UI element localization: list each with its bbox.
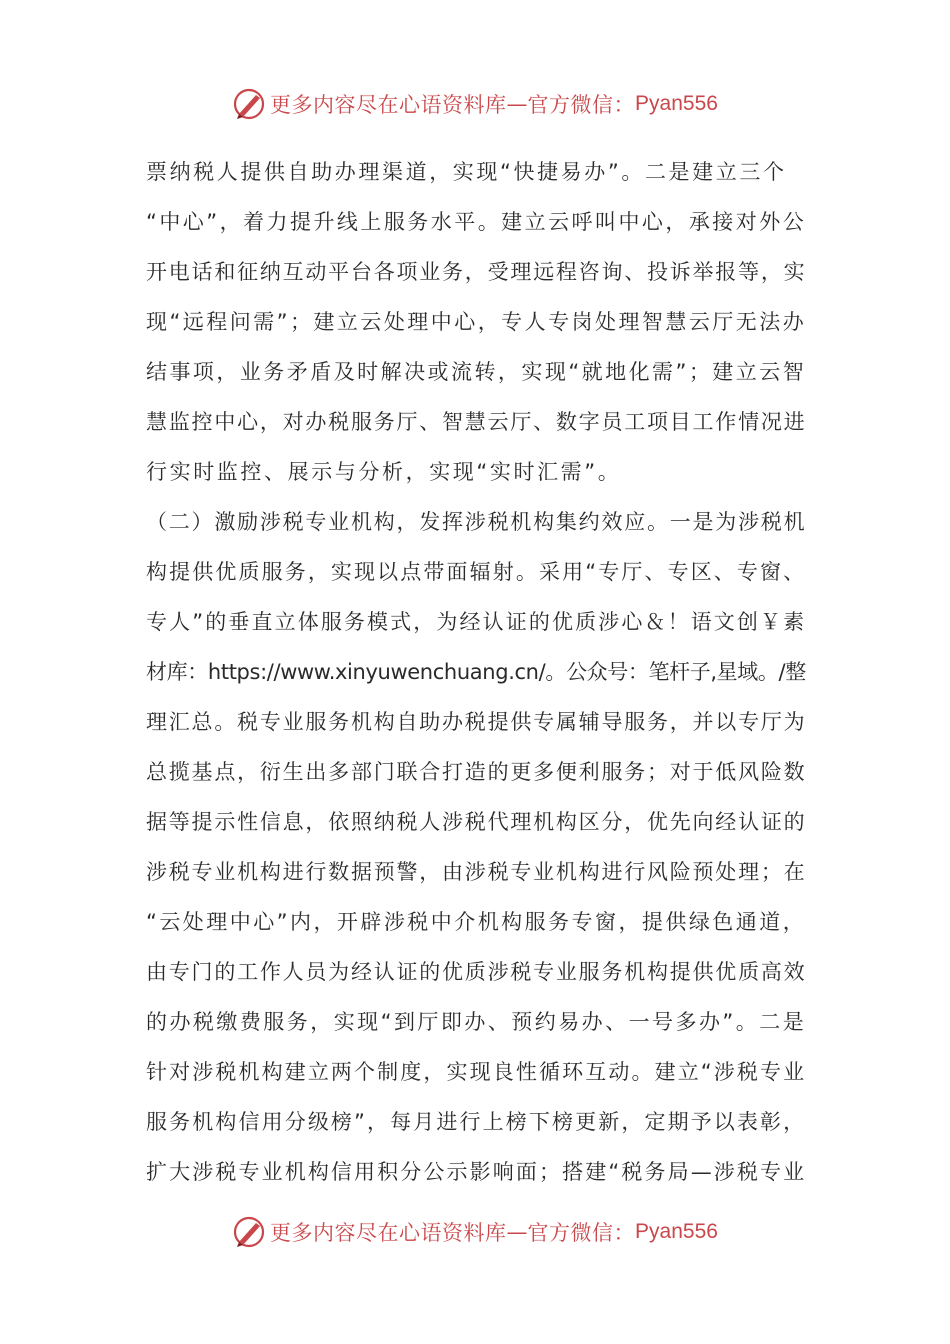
text-line: 构提供优质服务，实现以点带面辐射。采用“专厅、专区、专窗、 — [146, 560, 807, 584]
watermark-separator: — — [506, 92, 528, 116]
text-line: 总揽基点，衍生出多部门联合打造的更多便利服务；对于低风险数 — [146, 760, 807, 784]
watermark-wechat-id: Pyan556 — [635, 92, 718, 115]
watermark-main-text: 更多内容尽在心语资料库 — [270, 93, 507, 117]
text-line: 票纳税人提供自助办理渠道，实现“快捷易办”。二是建立三个 — [146, 160, 787, 184]
text-line: 结事项，业务矛盾及时解决或流转，实现“就地化需”；建立云智 — [146, 360, 807, 384]
watermark-label: 官方微信： — [527, 93, 636, 117]
pen-logo-icon — [232, 1215, 266, 1249]
text-line: 服务机构信用分级榜”，每月进行上榜下榜更新，定期予以表彰， — [146, 1110, 807, 1134]
header-watermark — [0, 84, 950, 124]
text-line: 扩大涉税专业机构信用积分公示影响面；搭建“税务局—涉税专业 — [146, 1160, 807, 1184]
text-line: 的办税缴费服务，实现“到厅即办、预约易办、一号多办”。二是 — [146, 1010, 807, 1034]
text-line: 现“远程问需”；建立云处理中心，专人专岗处理智慧云厅无法办 — [146, 310, 807, 334]
text-line: 行实时监控、展示与分析，实现“实时汇需”。 — [146, 460, 622, 484]
text-line: 材库：https://www.xinyuwenchuang.cn/。公众号：笔杆子,星域。/整 — [146, 660, 806, 684]
text-line: （二）激励涉税专业机构，发挥涉税机构集约效应。一是为涉税机 — [146, 510, 807, 534]
document-body — [146, 147, 806, 1197]
watermark-label: 官方微信： — [527, 1221, 636, 1245]
text-line: 开电话和征纳互动平台各项业务，受理远程咨询、投诉举报等，实 — [146, 260, 807, 284]
text-line: 由专门的工作人员为经认证的优质涉税专业服务机构提供优质高效 — [146, 960, 807, 984]
watermark-main-text: 更多内容尽在心语资料库 — [270, 1221, 507, 1245]
watermark-separator: — — [506, 1220, 528, 1244]
pen-logo-icon — [232, 87, 266, 121]
text-line: 专人”的垂直立体服务模式，为经认证的优质涉心＆！语文创￥素 — [146, 610, 807, 634]
text-line: 据等提示性信息，依照纳税人涉税代理机构区分，优先向经认证的 — [146, 810, 807, 834]
text-line: 针对涉税机构建立两个制度，实现良性循环互动。建立“涉税专业 — [146, 1060, 807, 1084]
footer-watermark — [0, 1212, 950, 1252]
watermark-wechat-id: Pyan556 — [635, 1220, 718, 1243]
text-line: 涉税专业机构进行数据预警，由涉税专业机构进行风险预处理；在 — [146, 860, 807, 884]
text-line: 理汇总。税专业服务机构自助办税提供专属辅导服务，并以专厅为 — [146, 710, 807, 734]
text-line: 慧监控中心，对办税服务厅、智慧云厅、数字员工项目工作情况进 — [146, 410, 807, 434]
text-line: “云处理中心”内，开辟涉税中介机构服务专窗，提供绿色通道， — [146, 910, 807, 934]
text-line: “中心”，着力提升线上服务水平。建立云呼叫中心，承接对外公 — [146, 210, 807, 234]
